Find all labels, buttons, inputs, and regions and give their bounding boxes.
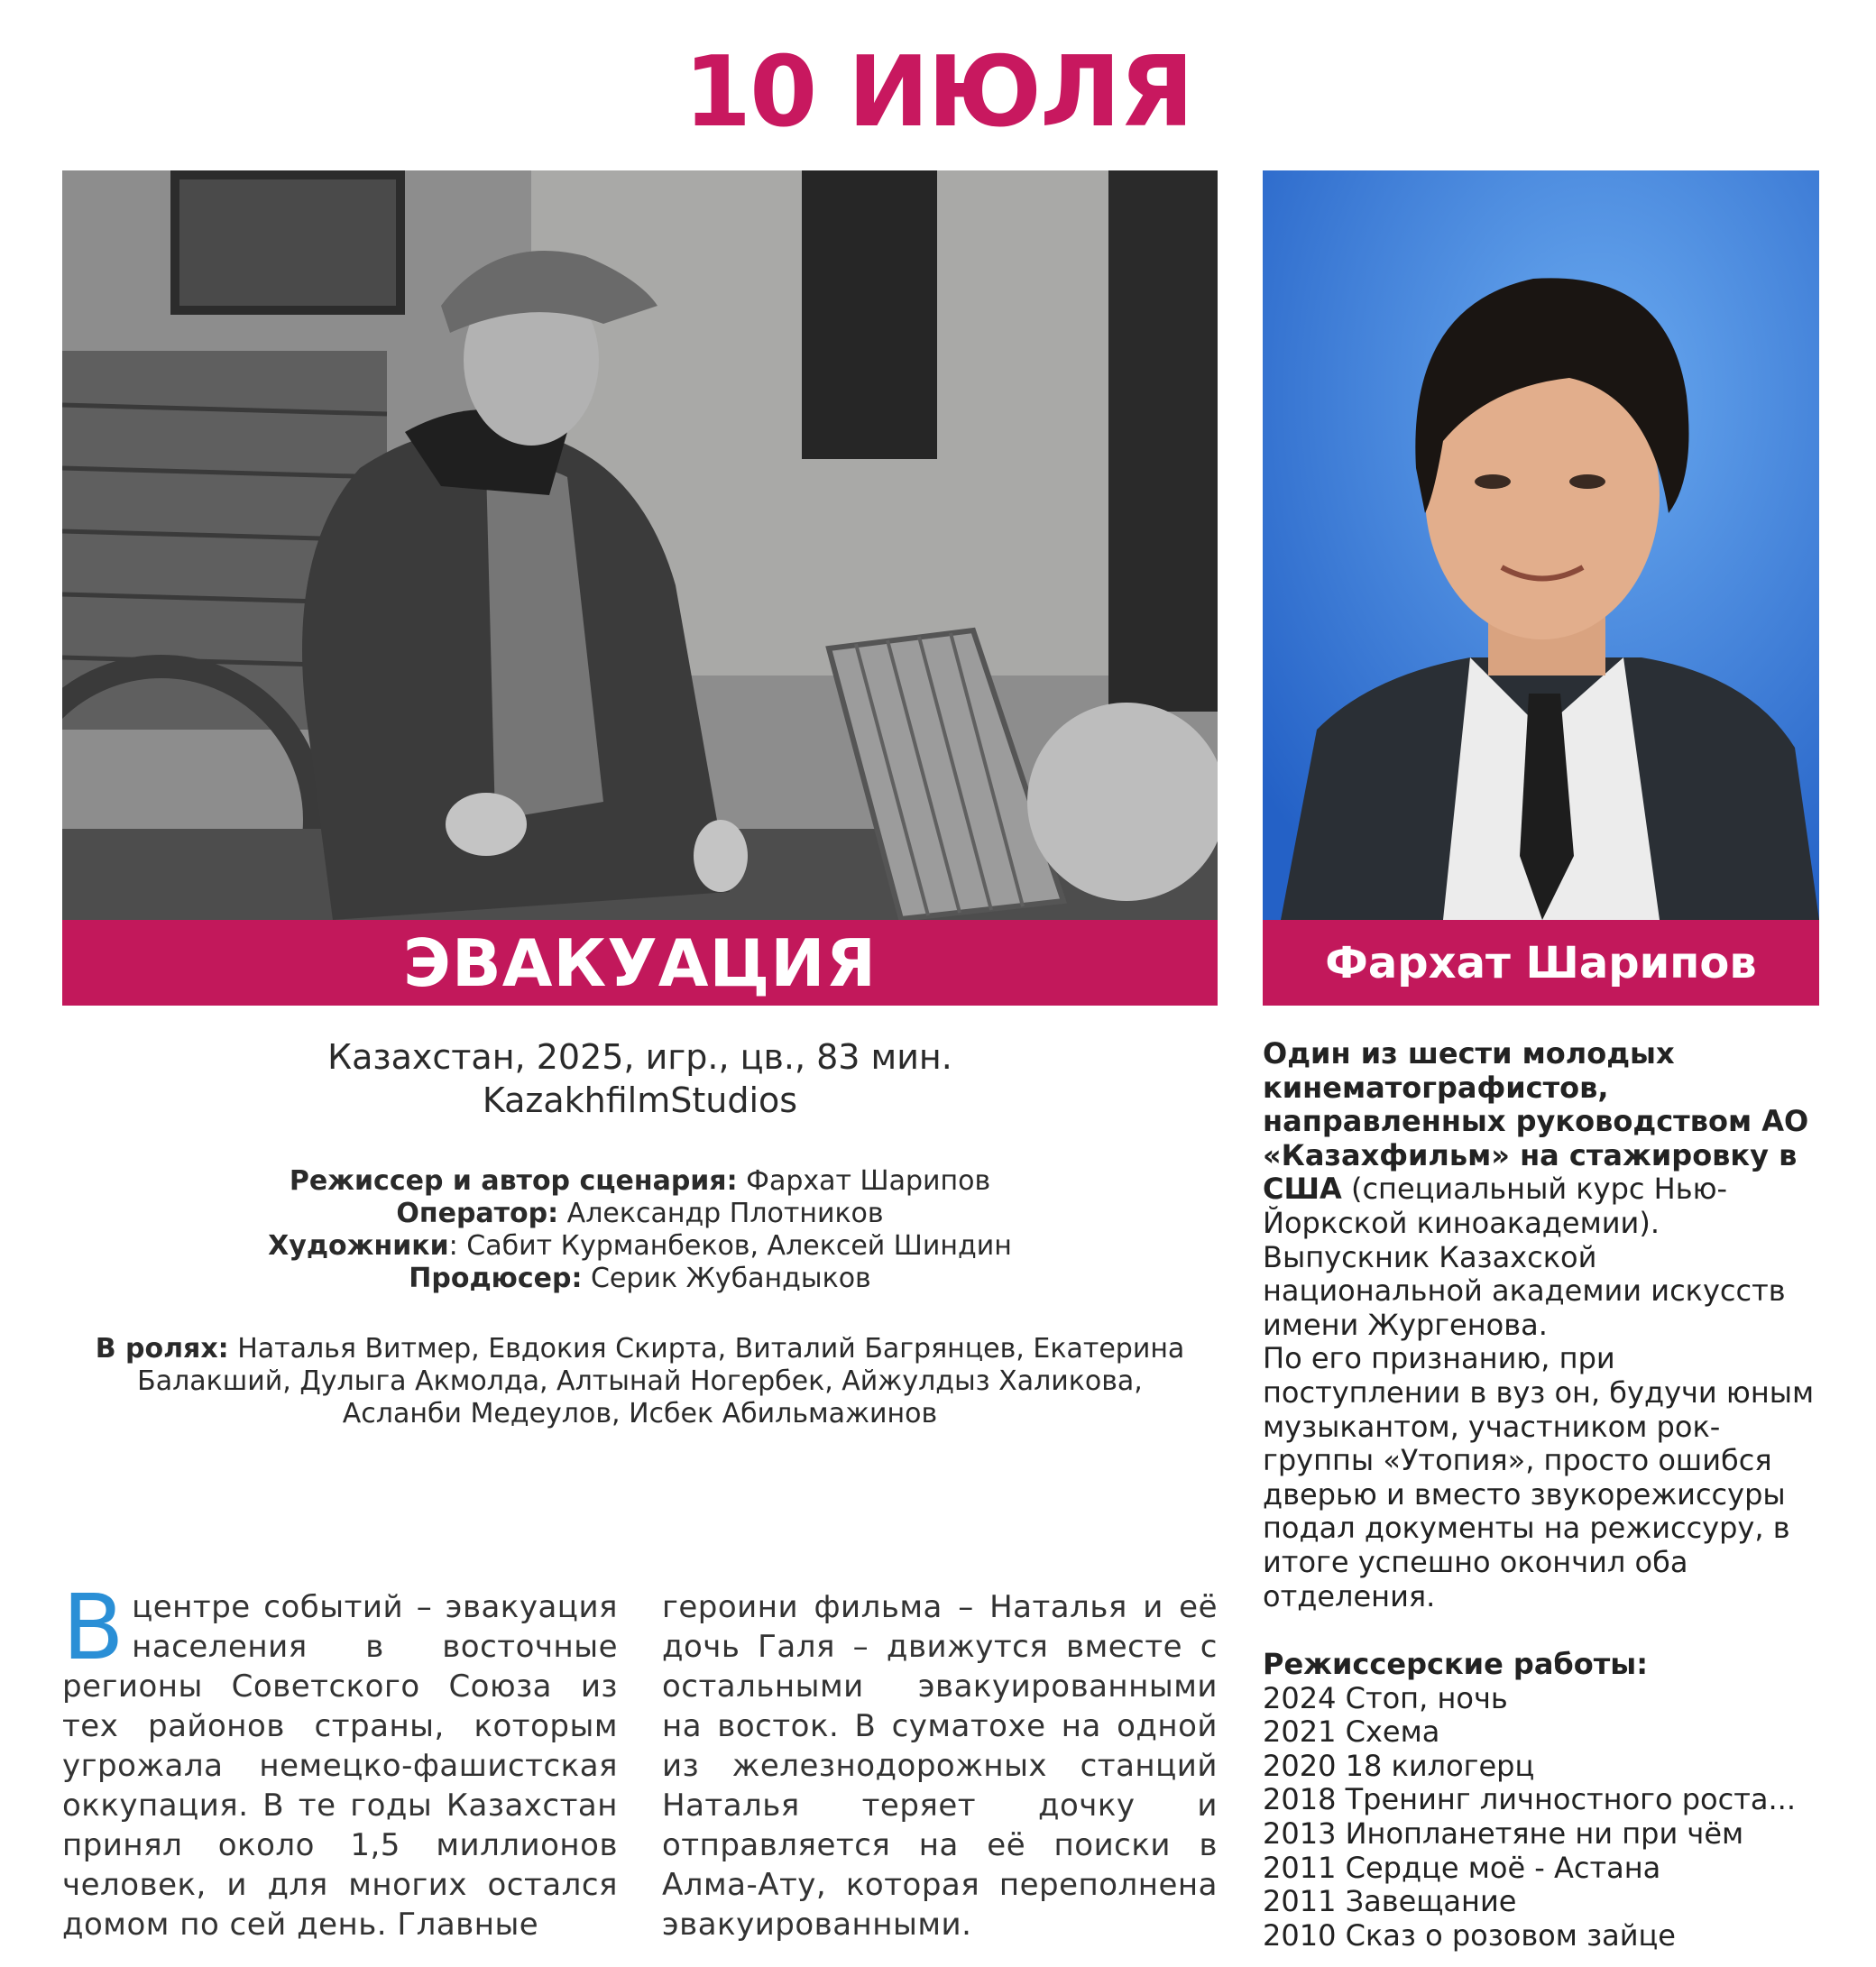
film-credits (62, 1165, 1218, 1295)
director-name-bar (1263, 920, 1819, 1006)
film-meta (62, 1035, 1218, 1122)
cast-list: Наталья Витмер, Евдокия Скирта, Виталий Багрянцев, Екатерина Балакший, Дулыга Акмолда, Алтынай Ногербек, Айжулдыз Халикова, Асланби Медеулов, Исбек Абильмажинов (137, 1333, 1185, 1429)
synopsis-text-left: центре событий – эвакуация населения в восточные регионы Советского Союза из тех районов страны, которым угрожала немецко-фашистская оккупация. В те годы Казахстан принял около 1,5 миллионов человек, и для многих остался домом по сей день. Главные (62, 1589, 618, 1943)
work-item: 2013 Инопланетяне ни при чём (1263, 1815, 1744, 1851)
synopsis-column-right (662, 1587, 1218, 1944)
cast-label: В ролях: (95, 1333, 229, 1365)
director-portrait-image (1263, 170, 1819, 920)
film-meta-studio: KazakhfilmStudios (482, 1080, 798, 1120)
synopsis-text-right: героини фильма – Наталья и её дочь Галя – движутся вместе с остальными эвакуированными на восток. В суматохе на одной из железнодорожных станций Наталья теряет дочку и отправляется на её поиски в Алма-Ату, которая переполнена эвакуированными. (662, 1589, 1218, 1943)
bio-paragraph: По его признанию, при поступлении в вуз он, будучи юным музыкантом, участником рок-группы «Утопия», просто ошибся дверью и вместо звукорежиссуры подал документы на режиссуру, в итоге успешно окончил оба отделения. (1263, 1341, 1815, 1613)
page-date-title: 10 ИЮЛЯ (684, 36, 1192, 149)
film-still-image (62, 170, 1218, 920)
credit-line: Оператор: Александр Плотников (396, 1198, 884, 1229)
credit-line: Художники: Сабит Курманбеков, Алексей Шиндин (268, 1230, 1012, 1262)
director-bio (1263, 1037, 1822, 1613)
work-item: 2020 18 килогерц (1263, 1748, 1535, 1783)
work-item: 2024 Стоп, ночь (1263, 1680, 1508, 1715)
credit-line: Режиссер и автор сценария: Фархат Шарипов (289, 1165, 991, 1197)
work-item: 2011 Завещание (1263, 1884, 1517, 1919)
film-meta-country-year: Казахстан, 2025, игр., цв., 83 мин. (327, 1037, 952, 1077)
work-item: 2010 Сказ о розовом зайце (1263, 1917, 1676, 1953)
drop-cap: В (62, 1575, 125, 1680)
film-title-bar (62, 920, 1218, 1006)
synopsis-column-left (62, 1575, 618, 1944)
film-cast (62, 1333, 1218, 1430)
work-item: 2021 Схема (1263, 1714, 1440, 1750)
work-item: 2018 Тренинг личностного роста... (1263, 1782, 1796, 1817)
director-works (1263, 1648, 1840, 1953)
film-title: ЭВАКУАЦИЯ (402, 924, 878, 1001)
works-heading: Режиссерские работы: (1263, 1647, 1649, 1681)
credit-line: Продюсер: Серик Жубандыков (409, 1263, 871, 1294)
bio-paragraph: Один из шести молодых кинематографистов, направленных руководством АО «Казахфильм» на стажировку в США (специальный курс Нью-Йоркской киноакадемии). Выпускник Казахской национальной академии искусств имени Жургенова. (1263, 1036, 1809, 1342)
director-name: Фархат Шарипов (1325, 937, 1757, 988)
work-item: 2011 Сердце моё - Астана (1263, 1850, 1661, 1885)
